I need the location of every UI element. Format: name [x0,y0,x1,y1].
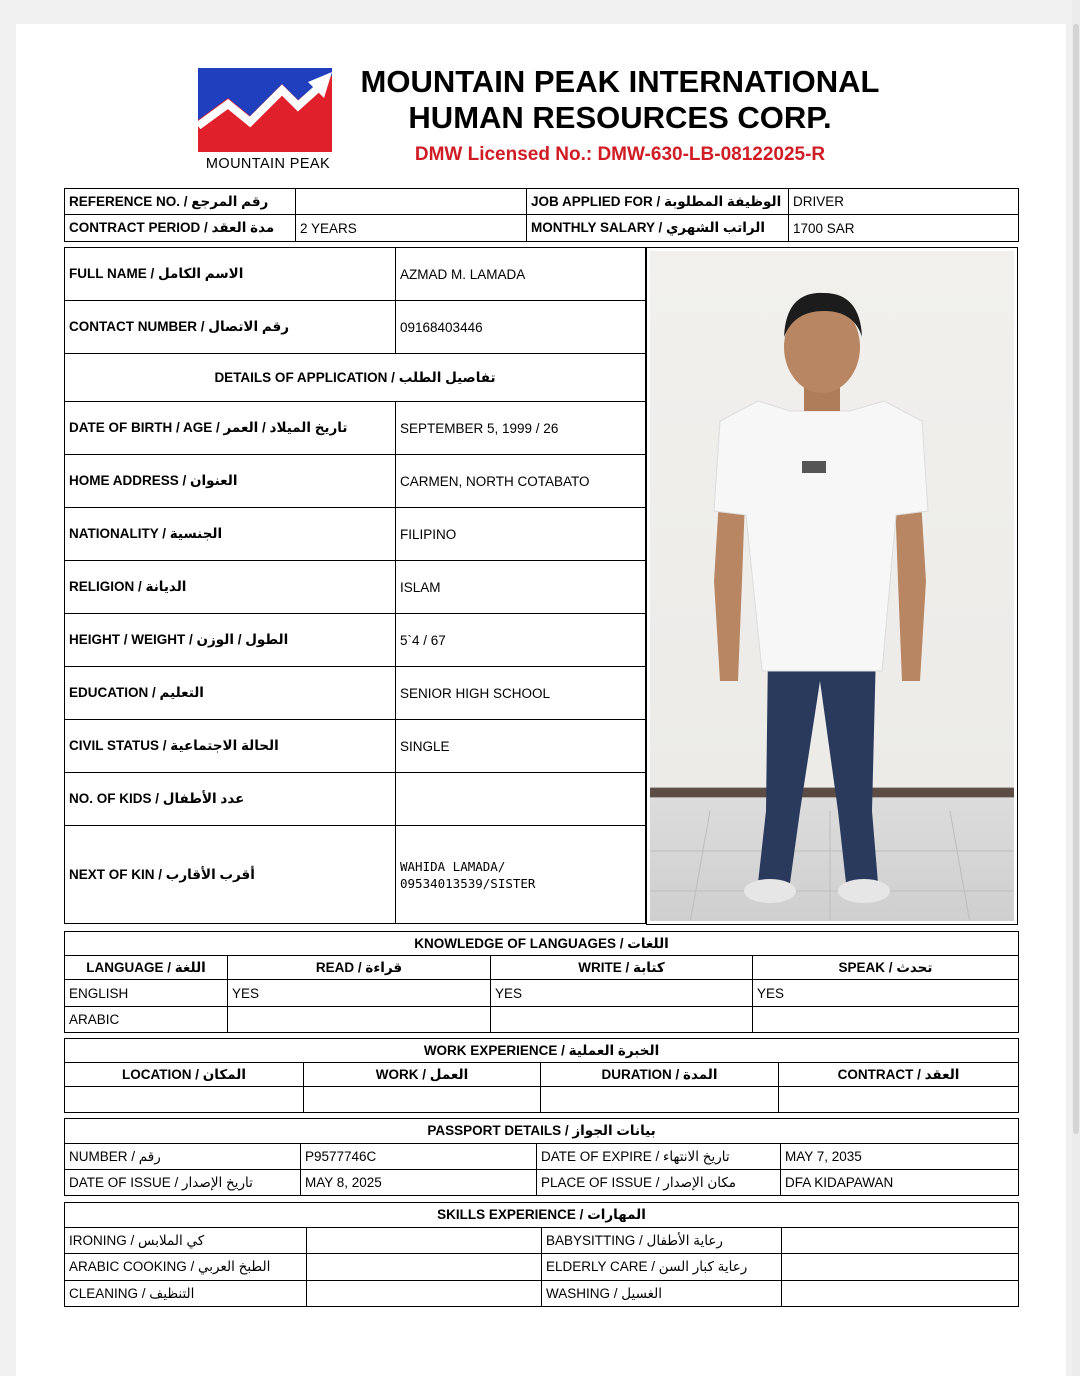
height-label: HEIGHT / WEIGHT / الطول / الوزن [65,614,396,667]
full-name-value: AZMAD M. LAMADA [396,248,646,301]
languages-title: KNOWLEDGE OF LANGUAGES / اللغات [65,932,1019,956]
company-name-line1: MOUNTAIN PEAK INTERNATIONAL [360,64,880,99]
license-number: DMW Licensed No.: DMW-630-LB-08122025-R [414,144,826,165]
passport-expire-label: DATE OF EXPIRE / تاريخ الانتهاء [537,1144,781,1170]
person-figure-icon [650,251,1014,921]
company-name [350,64,890,136]
work-header-contract: CONTRACT / العقد [779,1063,1019,1087]
passport-title: PASSPORT DETAILS / بيانات الجواز [65,1119,1019,1144]
passport-table [64,1118,1019,1196]
work-experience-table [64,1038,1019,1113]
skills-table [64,1202,1019,1307]
address-value: CARMEN, NORTH COTABATO [396,455,646,508]
skill-label: WASHING / الغسيل [542,1281,782,1307]
civil-status-value: SINGLE [396,720,646,773]
education-value: SENIOR HIGH SCHOOL [396,667,646,720]
civil-status-label: CIVIL STATUS / الحالة الاجتماعية [65,720,396,773]
contact-label: CONTACT NUMBER / رقم الاتصال [65,301,396,354]
skill-label: ELDERLY CARE / رعاية كبار السن [542,1254,782,1281]
education-label: EDUCATION / التعليم [65,667,396,720]
lang-header-read: READ / قراءة [228,956,491,980]
nationality-label: NATIONALITY / الجنسية [65,508,396,561]
work-cell [65,1087,304,1113]
dob-value: SEPTEMBER 5, 1999 / 26 [396,402,646,455]
personal-details-table [64,247,646,924]
contract-label: CONTRACT PERIOD / مدة العقد [65,215,296,242]
details-header: DETAILS OF APPLICATION / تفاصيل الطلب [65,354,646,402]
skill-value [782,1254,1019,1281]
work-title: WORK EXPERIENCE / الخبرة العملية [65,1039,1019,1063]
nationality-value: FILIPINO [396,508,646,561]
passport-number-label: NUMBER / رقم [65,1144,301,1170]
kids-value [396,773,646,826]
lang-header-language: LANGUAGE / اللغة [65,956,228,980]
scrollbar[interactable] [1072,0,1080,1376]
languages-table [64,931,1019,1033]
lang-row-name: ARABIC [65,1007,228,1033]
work-cell [541,1087,779,1113]
company-name-line2: HUMAN RESOURCES CORP. [408,100,832,135]
mountain-logo-icon [198,68,332,152]
skill-label: ARABIC COOKING / الطبخ العربي [65,1254,307,1281]
salary-value: 1700 SAR [789,215,1019,242]
lang-row-speak: YES [753,980,1019,1007]
height-value: 5`4 / 67 [396,614,646,667]
dob-label: DATE OF BIRTH / AGE / تاريخ الميلاد / العمر [65,402,396,455]
work-header-location: LOCATION / المكان [65,1063,304,1087]
lang-row-write: YES [491,980,753,1007]
lang-header-speak: SPEAK / تحدث [753,956,1019,980]
lang-row-read: YES [228,980,491,1007]
kin-line1: WAHIDA LAMADA/ [400,858,506,874]
religion-label: RELIGION / الديانة [65,561,396,614]
skill-value [782,1281,1019,1307]
skill-value [307,1228,542,1254]
kin-label: NEXT OF KIN / أقرب الأقارب [65,826,396,924]
skills-title: SKILLS EXPERIENCE / المهارات [65,1203,1019,1228]
job-value: DRIVER [789,189,1019,215]
skill-value [307,1254,542,1281]
work-header-work: WORK / العمل [304,1063,541,1087]
contract-value: 2 YEARS [296,215,527,242]
skill-label: BABYSITTING / رعاية الأطفال [542,1228,782,1254]
scrollbar-thumb[interactable] [1073,24,1079,1134]
full-name-label: FULL NAME / الاسم الكامل [65,248,396,301]
passport-issue-label: DATE OF ISSUE / تاريخ الإصدار [65,1170,301,1196]
kin-value [396,826,646,924]
lang-row-read [228,1007,491,1033]
passport-issue-value: MAY 8, 2025 [301,1170,537,1196]
lang-row-name: ENGLISH [65,980,228,1007]
lang-row-speak [753,1007,1019,1033]
reference-label: REFERENCE NO. / رقم المرجع [65,189,296,215]
reference-value [296,189,527,215]
kin-line2: 09534013539/SISTER [400,875,536,891]
job-label: JOB APPLIED FOR / الوظيفة المطلوبة [527,189,789,215]
passport-place-value: DFA KIDAPAWAN [781,1170,1019,1196]
lang-row-write [491,1007,753,1033]
work-cell [779,1087,1019,1113]
skill-value [307,1281,542,1307]
kids-label: NO. OF KIDS / عدد الأطفال [65,773,396,826]
skill-value [782,1228,1019,1254]
passport-expire-value: MAY 7, 2035 [781,1144,1019,1170]
address-label: HOME ADDRESS / العنوان [65,455,396,508]
work-header-duration: DURATION / المدة [541,1063,779,1087]
work-cell [304,1087,541,1113]
company-logo [198,68,334,178]
skill-label: CLEANING / التنظيف [65,1281,307,1307]
skill-label: IRONING / كي الملابس [65,1228,307,1254]
contact-value: 09168403446 [396,301,646,354]
passport-place-label: PLACE OF ISSUE / مكان الإصدار [537,1170,781,1196]
lang-header-write: WRITE / كتابة [491,956,753,980]
job-info-table [64,188,1019,242]
passport-number-value: P9577746C [301,1144,537,1170]
salary-label: MONTHLY SALARY / الراتب الشهري [527,215,789,242]
logo-text: MOUNTAIN PEAK [205,156,331,172]
applicant-photo [646,247,1018,925]
religion-value: ISLAM [396,561,646,614]
